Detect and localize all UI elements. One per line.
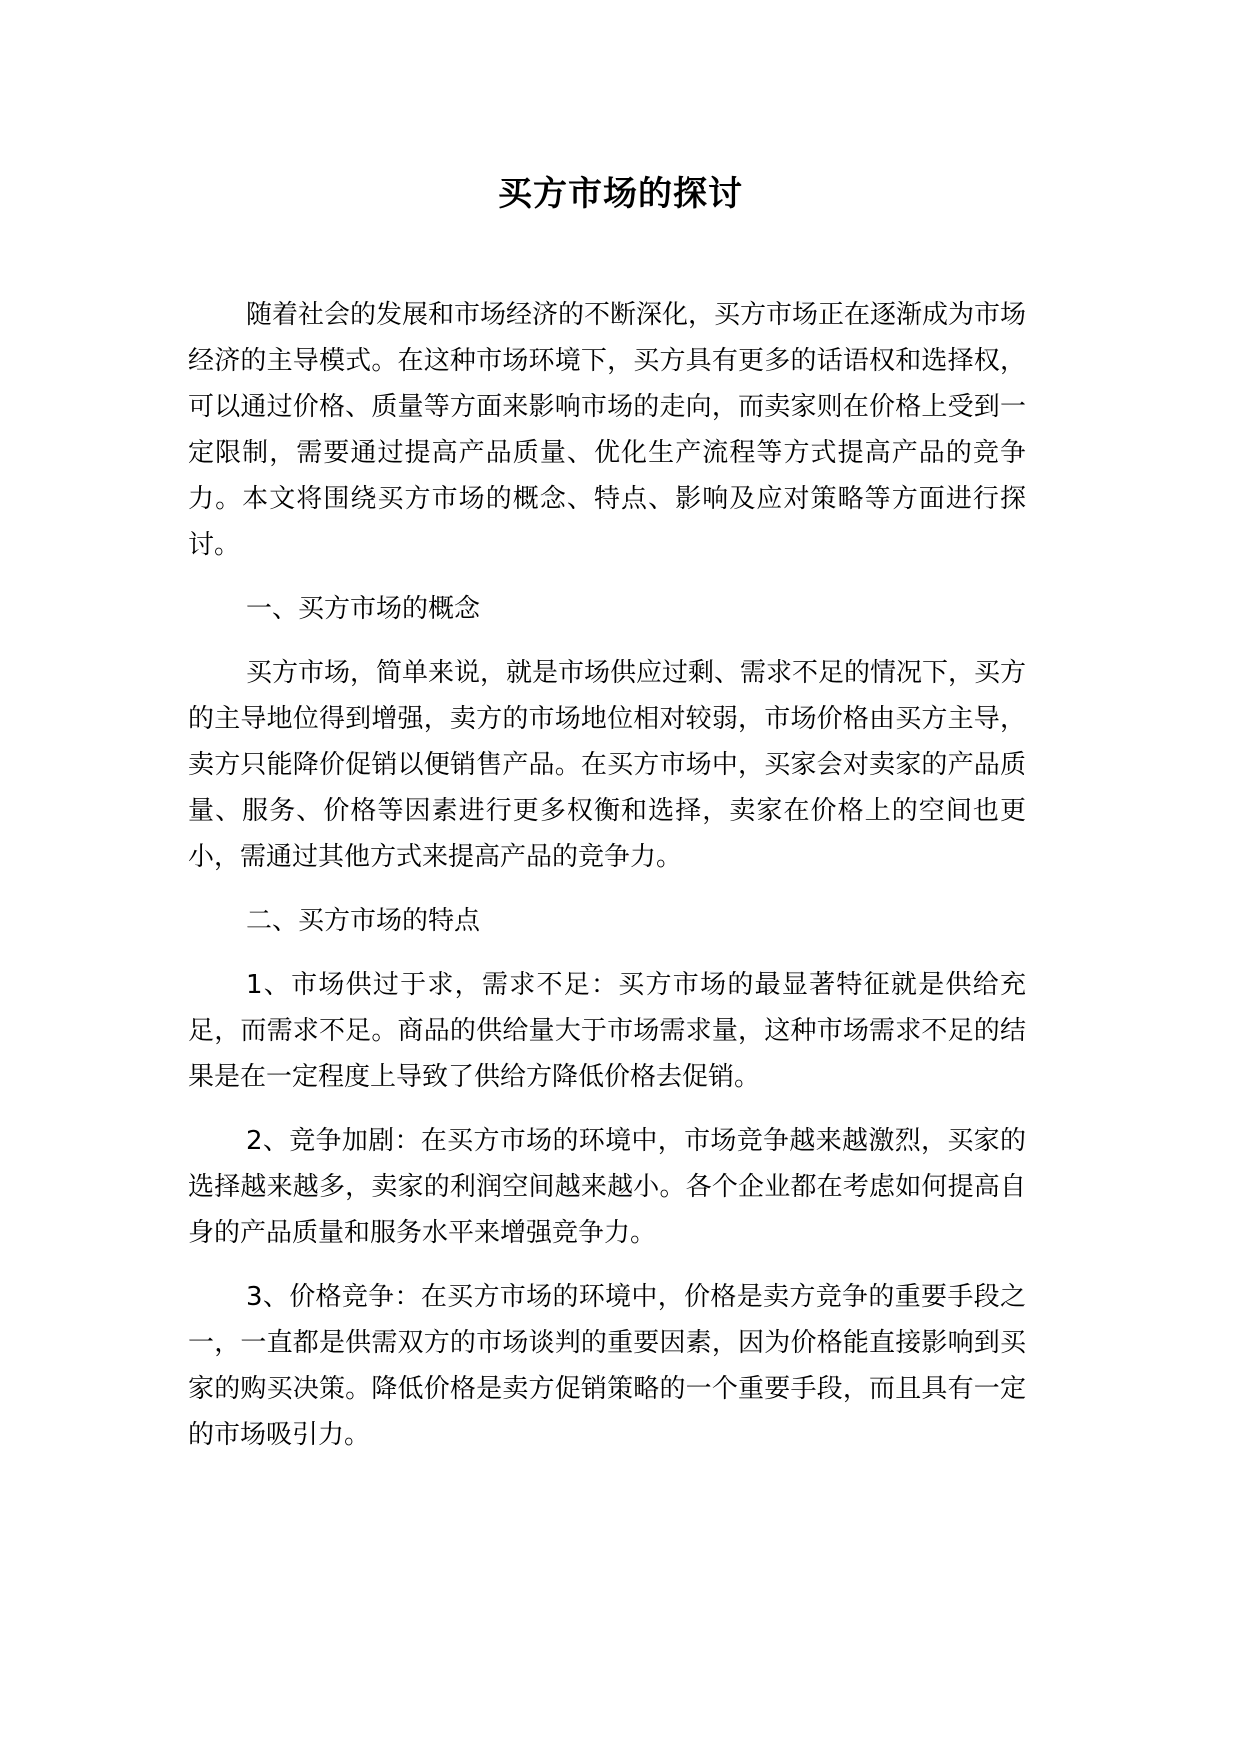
section-heading-concept: 一、买方市场的概念 xyxy=(246,594,481,624)
page-title: 买方市场的探讨 xyxy=(498,174,743,214)
section-heading-features: 二、买方市场的特点 xyxy=(246,906,481,936)
feature-paragraph-1: 1、市场供过于求，需求不足：买方市场的最显著特征就是供给充足，而需求不足。商品的供给量大于市场需求量，这种市场需求不足的结果是在一定程度上导致了供给方降低价格去促销。 xyxy=(188,970,1026,1092)
feature-paragraph-2: 2、竞争加剧：在买方市场的环境中，市场竞争越来越激烈，买家的选择越来越多，卖家的利润空间越来越小。各个企业都在考虑如何提高自身的产品质量和服务水平来增强竞争力。 xyxy=(188,1126,1026,1248)
concept-paragraph: 买方市场，简单来说，就是市场供应过剩、需求不足的情况下，买方的主导地位得到增强，卖方的市场地位相对较弱，市场价格由买方主导，卖方只能降价促销以便销售产品。在买方市场中，买家会对卖家的产品质量、服务、价格等因素进行更多权衡和选择，卖家在价格上的空间也更小，需通过其他方式来提高产品的竞争力。 xyxy=(188,658,1027,872)
document-body xyxy=(188,292,1026,1476)
intro-paragraph: 随着社会的发展和市场经济的不断深化，买方市场正在逐渐成为市场经济的主导模式。在这种市场环境下，买方具有更多的话语权和选择权，可以通过价格、质量等方面来影响市场的走向，而卖家则在价格上受到一定限制，需要通过提高产品质量、优化生产流程等方式提高产品的竞争力。本文将围绕买方市场的概念、特点、影响及应对策略等方面进行探讨。 xyxy=(188,300,1027,560)
feature-paragraph-3: 3、价格竞争：在买方市场的环境中，价格是卖方竞争的重要手段之一，一直都是供需双方的市场谈判的重要因素，因为价格能直接影响到买家的购买决策。降低价格是卖方促销策略的一个重要手段，而且具有一定的市场吸引力。 xyxy=(188,1282,1026,1450)
